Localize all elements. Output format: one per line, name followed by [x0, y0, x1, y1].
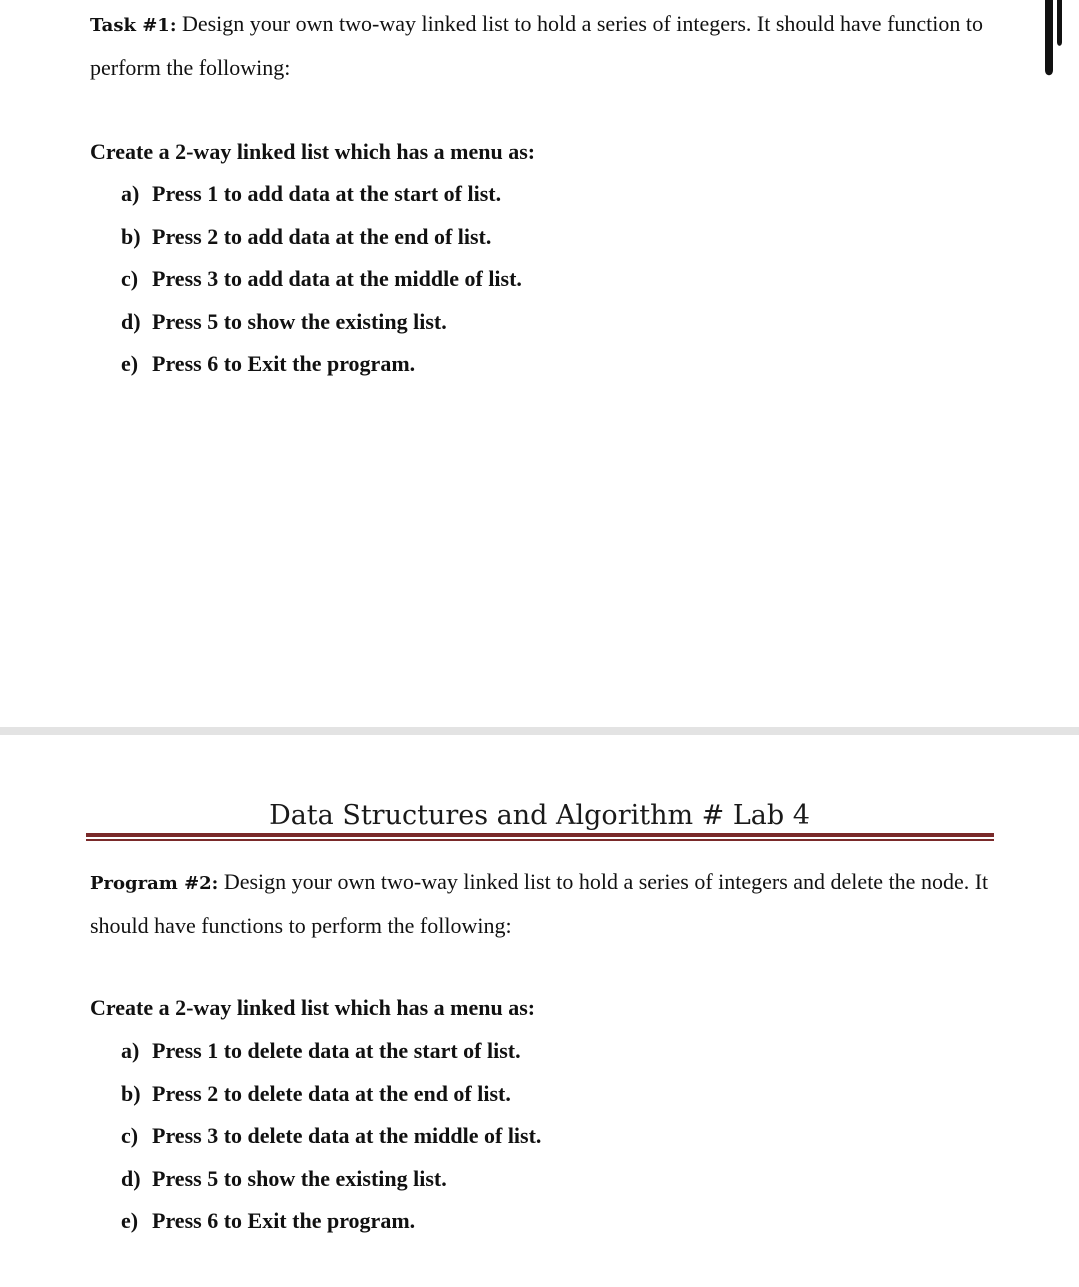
list-marker: c): [121, 266, 139, 292]
list-item-text: Press 2 to delete data at the end of list.: [152, 1080, 511, 1106]
list-item: [121, 307, 522, 350]
list-item-text: Press 5 to show the existing list.: [152, 308, 447, 334]
page-header-title: Data Structures and Algorithm # Lab 4: [269, 800, 810, 831]
list-item: [121, 179, 522, 222]
list-item: [121, 349, 522, 392]
program2-menu-heading: Create a 2-way linked list which has a menu as:: [90, 995, 536, 1020]
task1-text: Design your own two-way linked list to hold a series of integers. It should have function to perform the following:: [90, 11, 983, 80]
list-item-text: Press 1 to add data at the start of list.: [152, 181, 502, 206]
header-rule-secondary: [86, 839, 994, 841]
list-item-text: Press 6 to Exit the program.: [152, 1208, 416, 1234]
list-item: [121, 222, 522, 265]
list-marker: b): [121, 223, 141, 249]
list-item-text: Press 3 to delete data at the middle of list.: [152, 1123, 542, 1149]
program2-text: Design your own two-way linked list to hold a series of integers and delete the node. It should have functions to perform the following:: [90, 869, 989, 938]
list-marker: b): [121, 1080, 141, 1106]
list-item-text: Press 3 to add data at the middle of list.: [152, 266, 522, 292]
page-two: [0, 735, 1079, 1287]
list-item-text: Press 6 to Exit the program.: [152, 351, 416, 377]
page-separator: [0, 727, 1079, 735]
list-marker: d): [121, 1165, 141, 1191]
list-marker: d): [121, 308, 141, 334]
list-marker: c): [121, 1123, 139, 1149]
task1-label: Task #1:: [90, 15, 177, 36]
list-marker: e): [121, 1208, 139, 1234]
list-item: [121, 1079, 541, 1122]
list-marker: a): [121, 1038, 140, 1063]
header-rule: [86, 833, 994, 837]
program2-menu-list: [121, 1036, 541, 1249]
list-item: [121, 1206, 541, 1249]
list-item: [121, 1121, 541, 1164]
list-item: [121, 1164, 541, 1207]
program2-label: Program #2:: [90, 873, 219, 894]
program2-paragraph: [90, 861, 990, 947]
list-item: [121, 1036, 541, 1079]
task1-menu-list: [121, 179, 522, 392]
list-marker: a): [121, 181, 140, 206]
ink-mark-icon: [1039, 0, 1065, 80]
list-item-text: Press 1 to delete data at the start of list.: [152, 1038, 521, 1063]
list-item-text: Press 5 to show the existing list.: [152, 1165, 447, 1191]
list-marker: e): [121, 351, 139, 377]
task1-menu-heading: Create a 2-way linked list which has a menu as:: [90, 139, 536, 164]
task1-paragraph: [90, 3, 990, 89]
list-item-text: Press 2 to add data at the end of list.: [152, 223, 492, 249]
list-item: [121, 264, 522, 307]
